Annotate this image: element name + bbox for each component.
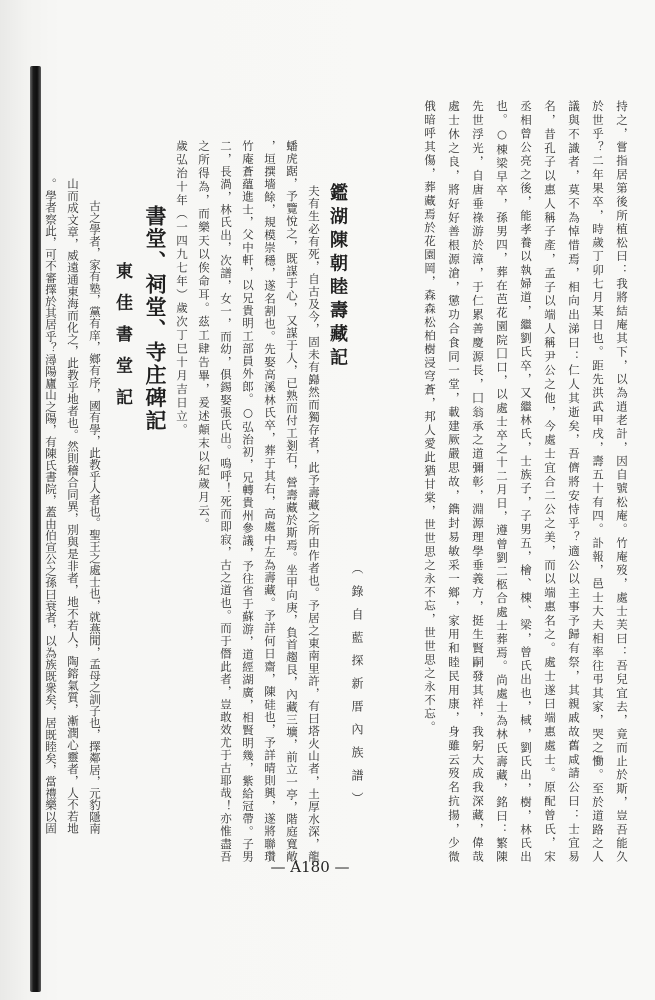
article3-column-1: 古之學者，家有塾，黨有庠，鄉有序，國有學，此教乎人者也。聖王之處士也，就燕閒，孟母之訓子也，擇鄰居，元豹隱南 xyxy=(88,200,102,834)
section-title: 書堂、祠堂、寺庄碑記 xyxy=(143,205,168,432)
article2-column-1: 夫有生必有死，自古及今，固未有巋然而獨存者，此予壽藏之所由作者也。予居之東南里許，有曰塔火山者，土厚水深，龍 xyxy=(307,185,321,862)
article1-column-9: 俄暗呼其傷，葬藏焉於花園岡，森森松柏樹浸穹蒼，邦人愛此猶甘棠，世世思之永不忘，世世思之永不忘。 xyxy=(423,100,437,735)
article1-column-2: 於世乎？二年果卒，時歲丁卯七月某日也。距先洪武甲戌，壽五十有四。訃報，邑士大夫相率往弔其家，哭之慟。至於道路之人 xyxy=(591,100,605,862)
article2-column-5: 二，長渦，林氏出，次譜，女一，而幼，俱錫娶張氏出。嗚呼！死而即寂，古之道也。而于僭此者，豈敢效尤于古耶哉！亦惟盡吾 xyxy=(219,140,233,862)
article2-column-4: 竹庵蒼蘊進士，父中軒，以兄貴明工部員外郎。○弘治初，兄轉貴州參議，予往省于蘇游，道經湖廣，相賢明幾，紫給冠帶。子男 xyxy=(241,140,255,862)
article2-column-6: 之所得為，而樂天以俟命耳。茲工肆告畢，爰述顛末以紀歲月云。 xyxy=(197,140,211,532)
binding-shadow-bar xyxy=(30,66,41,992)
article1-column-1: 持之，嘗指居第後所植松曰：我將結庵其下，以為逍老計，因自號松庵。竹庵歿，處士芙曰：吾兒宜去，竟而止於斯，豈吾能久 xyxy=(615,100,629,862)
article1-column-7: 先世浮光，自唐垂祿游於漳，于仁累善慶源長，囗翁承之道彌彰，淵源理學垂義方，挺生賢嗣發其祥，我躬大成我深藏，偉哉 xyxy=(471,100,485,862)
article1-column-4: 名，昔孔子以惠人稱子產，孟子以端人稱尹公之他，今處士宜合二公之美，而以端惠名之。處士遂曰端惠處士。原配曾氏，宋 xyxy=(543,100,557,862)
article1-column-3: 議與不識者，莫不為悼惜焉，相向出涕曰：仁人其逝矣，吾儕將安恃乎？適公以主事予歸有祭，其親戚故舊咸請公曰：士宜易 xyxy=(567,100,581,862)
page-number: — A180 — xyxy=(270,858,350,876)
article1-column-8: 處士休之良，將好好善根源滄，懲功合食同一堂，載建厥嚴思故，鐫封易敏采一鄉，家用和睦民用康，身雖云歿名抗揚，少微 xyxy=(447,100,461,862)
article2-column-3: ，垣撰墻餘，規模崇穩，遂名割也。先娶高溪林氏卒，葬于其右，高處中左為壽藏。予詳何日齋，陳硅也，予詳晴則興，遂將聯瓚 xyxy=(263,140,277,862)
article3-column-2: 山而成文章，威遠通東海而化之，此教乎地者也。然則稽合同異，別與是非者，地不若人，陶鎔氣質，漸潤心靈者，人不若地 xyxy=(66,178,80,834)
article2-column-2: 蟠虎踞，予覽悅之，既謀于心，又謀于人，已熟而付工剗石，營壽藏於斯焉。坐甲向庚，負首趨艮，內藏三壙，前立一亭，階庭寬敞 xyxy=(285,140,299,862)
article3-title: 東佳書堂記 xyxy=(112,262,132,420)
article2-title: 鑑湖陳朝睦壽藏記 xyxy=(327,183,348,371)
article1-column-5: 丞相曾公亮之後，能孝養以執婦道，繼劉氏卒，又繼林氏，士族子，子男五，檜、棟、梁，曾氏出也，棫，劉氏出，樹，林氏出 xyxy=(519,100,533,862)
article3-column-3: 。學者察此，可不審擇於其居乎？潯陽廬山之陽，有陳氏書院，蓋由伯宣公之孫曰衰者，以為族既衆矣，居既睦矣，當禮樂以固 xyxy=(44,178,58,834)
article1-column-6: 也。○棟梁早卒，孫男四，葬在芭花園院囗口，以處士卒之十二月日，遵曾劉二柩合處士葬焉。尚處士為林氏壽藏，銘曰：繁陳 xyxy=(495,100,509,862)
article1-source-note: （錄自藍探新厝內族譜） xyxy=(350,562,364,815)
article2-date-line: 歲弘治十年（一四九七年）歲次丁巳十月吉日立。 xyxy=(175,140,189,437)
